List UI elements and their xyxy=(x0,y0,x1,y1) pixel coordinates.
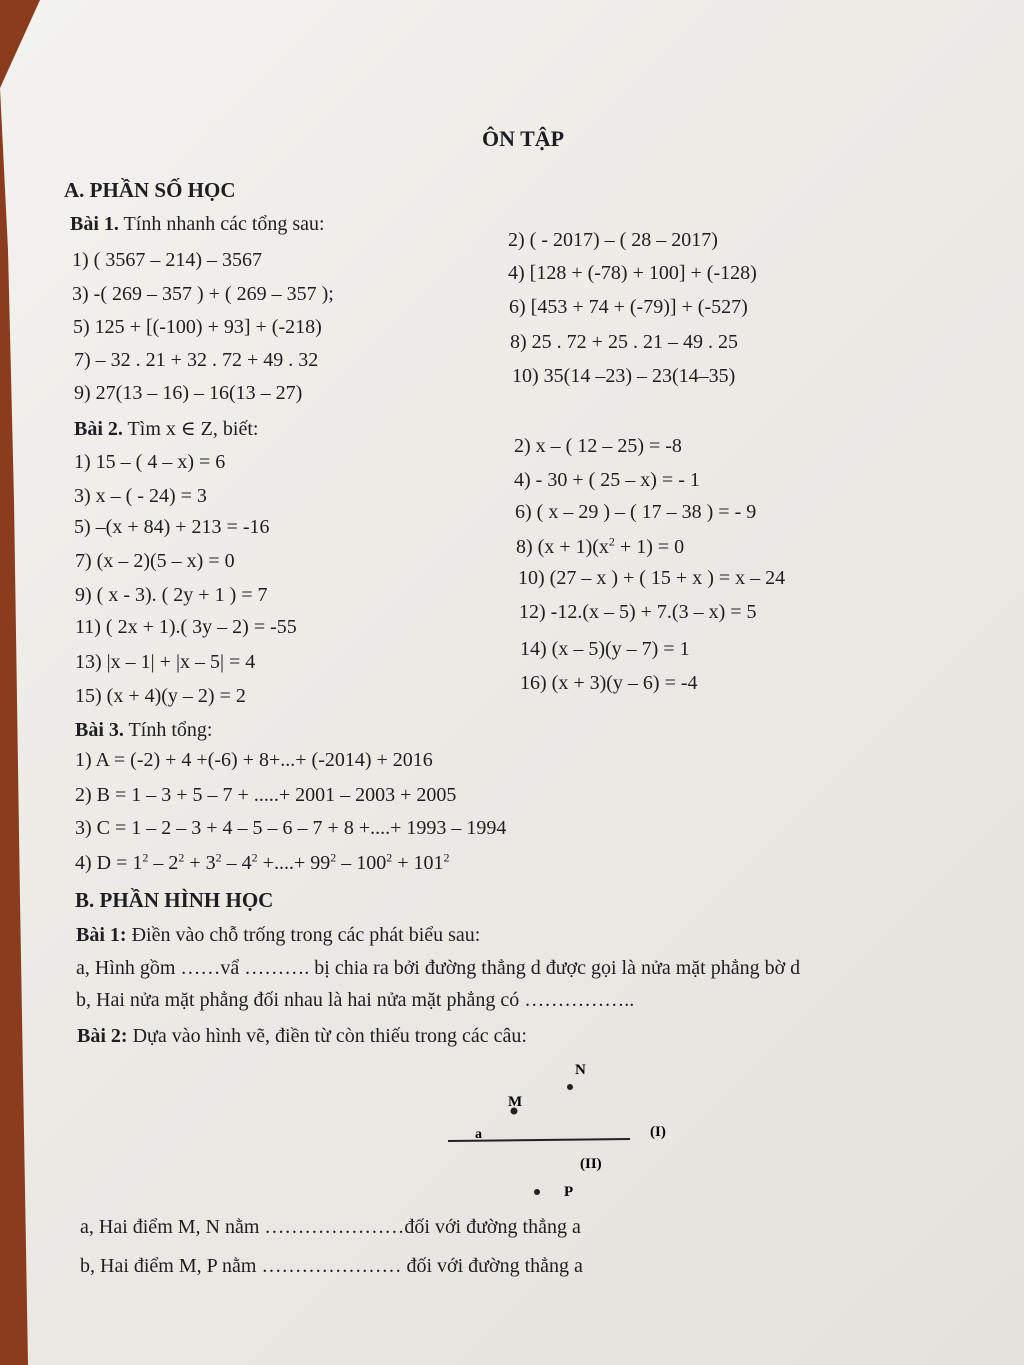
bai3-item-c: 3) C = 1 – 2 – 3 + 4 – 5 – 6 – 7 + 8 +....+ 1993 – 1994 xyxy=(75,817,507,839)
d-part-2: – 2 xyxy=(148,852,179,874)
point-n-dot xyxy=(567,1084,573,1090)
bai2-instruction: Tìm x ∈ Z, biết: xyxy=(127,418,259,440)
hinh-bai2-b: b, Hai điểm M, P nằm ………………… đối với đường thẳng a xyxy=(80,1255,583,1277)
d-part-7: + 101 xyxy=(392,852,444,874)
d-sup-1: 2 xyxy=(142,850,149,865)
bai2-item-7: 7) (x – 2)(5 – x) = 0 xyxy=(75,550,235,572)
bai2-label: Bài 2. xyxy=(74,418,123,440)
bai2-item-3: 3) x – ( - 24) = 3 xyxy=(74,485,207,507)
half-plane-2-label: (II) xyxy=(580,1156,602,1172)
d-sup-2: 2 xyxy=(178,850,185,865)
section-b-heading: B. PHẦN HÌNH HỌC xyxy=(75,888,274,912)
hinh-bai1-header xyxy=(76,925,480,945)
d-part-3: + 3 xyxy=(184,852,216,874)
hinh-bai2-header xyxy=(77,1026,527,1046)
bai1-label: Bài 1. xyxy=(70,213,119,235)
bai2-item-13: 13) |x – 1| + |x – 5| = 4 xyxy=(75,651,256,673)
bai3-item-d xyxy=(75,850,450,874)
d-sup-6: 2 xyxy=(386,850,393,865)
bai2-item-2: 2) x – ( 12 – 25) = -8 xyxy=(514,435,682,457)
bai1-instruction: Tính nhanh các tổng sau: xyxy=(123,213,325,235)
bai1-item-3: 3) -( 269 – 357 ) + ( 269 – 357 ); xyxy=(72,283,334,305)
d-part-6: – 100 xyxy=(336,852,387,874)
section-a-heading: A. PHẦN SỐ HỌC xyxy=(64,178,236,202)
bai2-item-9: 9) ( x - 3). ( 2y + 1 ) = 7 xyxy=(75,584,268,606)
hinh-bai1-b: b, Hai nửa mặt phẳng đối nhau là hai nửa mặt phẳng có …………….. xyxy=(76,989,635,1011)
bai2-item-5: 5) –(x + 84) + 213 = -16 xyxy=(74,516,270,538)
bai3-header xyxy=(75,720,212,740)
d-part-4: – 4 xyxy=(221,852,252,874)
bai1-item-2: 2) ( - 2017) – ( 28 – 2017) xyxy=(508,229,718,251)
bai1-item-4: 4) [128 + (-78) + 100] + (-128) xyxy=(508,262,757,284)
bai1-item-10: 10) 35(14 –23) – 23(14–35) xyxy=(512,365,736,387)
bai2-item-11: 11) ( 2x + 1).( 3y – 2) = -55 xyxy=(75,616,297,638)
point-m-label: M xyxy=(508,1094,523,1110)
hinh-bai1-a: a, Hình gồm ……vẩ ………. bị chia ra bởi đường thẳng d được gọi là nửa mặt phẳng bờ d xyxy=(76,957,801,979)
bai2-item-8 xyxy=(516,534,685,558)
d-part-5: +....+ 99 xyxy=(257,852,331,874)
hinh-bai2-instruction: Dựa vào hình vẽ, điền từ còn thiếu trong các câu: xyxy=(132,1025,527,1047)
bai2-header xyxy=(74,419,258,439)
point-p-dot xyxy=(534,1189,540,1195)
bai2-item-6: 6) ( x – 29 ) – ( 17 – 38 ) = - 9 xyxy=(515,501,757,523)
d-part-1: 4) D = 1 xyxy=(75,852,143,874)
line-a-label: a xyxy=(475,1127,482,1142)
d-sup-7: 2 xyxy=(443,850,450,865)
bai2-item-8-start: 8) (x + 1)(x xyxy=(516,536,609,558)
bai1-item-9: 9) 27(13 – 16) – 16(13 – 27) xyxy=(74,382,303,404)
d-sup-4: 2 xyxy=(251,850,258,865)
bai2-item-14: 14) (x – 5)(y – 7) = 1 xyxy=(520,638,690,660)
bai2-item-16: 16) (x + 3)(y – 6) = -4 xyxy=(520,672,698,694)
bai2-item-15: 15) (x + 4)(y – 2) = 2 xyxy=(75,685,246,707)
page-title: ÔN TẬP xyxy=(482,126,565,151)
d-sup-5: 2 xyxy=(330,850,337,865)
bai3-item-b: 2) B = 1 – 3 + 5 – 7 + .....+ 2001 – 2003 + 2005 xyxy=(75,784,457,806)
bai2-item-10: 10) (27 – x ) + ( 15 + x ) = x – 24 xyxy=(518,567,786,589)
point-n-label: N xyxy=(575,1062,586,1078)
hinh-bai1-label: Bài 1: xyxy=(76,924,127,946)
bai2-item-8-end: + 1) = 0 xyxy=(614,536,685,558)
bai1-item-7: 7) – 32 . 21 + 32 . 72 + 49 . 32 xyxy=(74,349,319,371)
bai2-item-4: 4) - 30 + ( 25 – x) = - 1 xyxy=(514,469,700,491)
hinh-bai2-a: a, Hai điểm M, N nằm …………………đối với đường thẳng a xyxy=(80,1216,581,1238)
bai1-item-5: 5) 125 + [(-100) + 93] + (-218) xyxy=(73,316,322,338)
bai3-item-a: 1) A = (-2) + 4 +(-6) + 8+...+ (-2014) + 2016 xyxy=(75,749,433,771)
bai1-item-1: 1) ( 3567 – 214) – 3567 xyxy=(72,249,262,271)
d-sup-3: 2 xyxy=(215,850,222,865)
bai3-instruction: Tính tổng: xyxy=(128,719,213,741)
bai3-label: Bài 3. xyxy=(75,719,124,741)
bai2-item-8-sup: 2 xyxy=(608,534,615,549)
bai1-header xyxy=(70,214,325,234)
half-plane-1-label: (I) xyxy=(650,1124,666,1140)
bai2-item-1: 1) 15 – ( 4 – x) = 6 xyxy=(74,451,226,473)
point-p-label: P xyxy=(564,1184,574,1200)
half-plane-figure xyxy=(430,1050,690,1210)
bai2-item-12: 12) -12.(x – 5) + 7.(3 – x) = 5 xyxy=(519,601,757,623)
hinh-bai2-label: Bài 2: xyxy=(77,1025,128,1047)
bai1-item-8: 8) 25 . 72 + 25 . 21 – 49 . 25 xyxy=(510,331,738,353)
hinh-bai1-instruction: Điền vào chỗ trống trong các phát biểu sau: xyxy=(131,924,481,946)
bai1-item-6: 6) [453 + 74 + (-79)] + (-527) xyxy=(509,296,748,318)
